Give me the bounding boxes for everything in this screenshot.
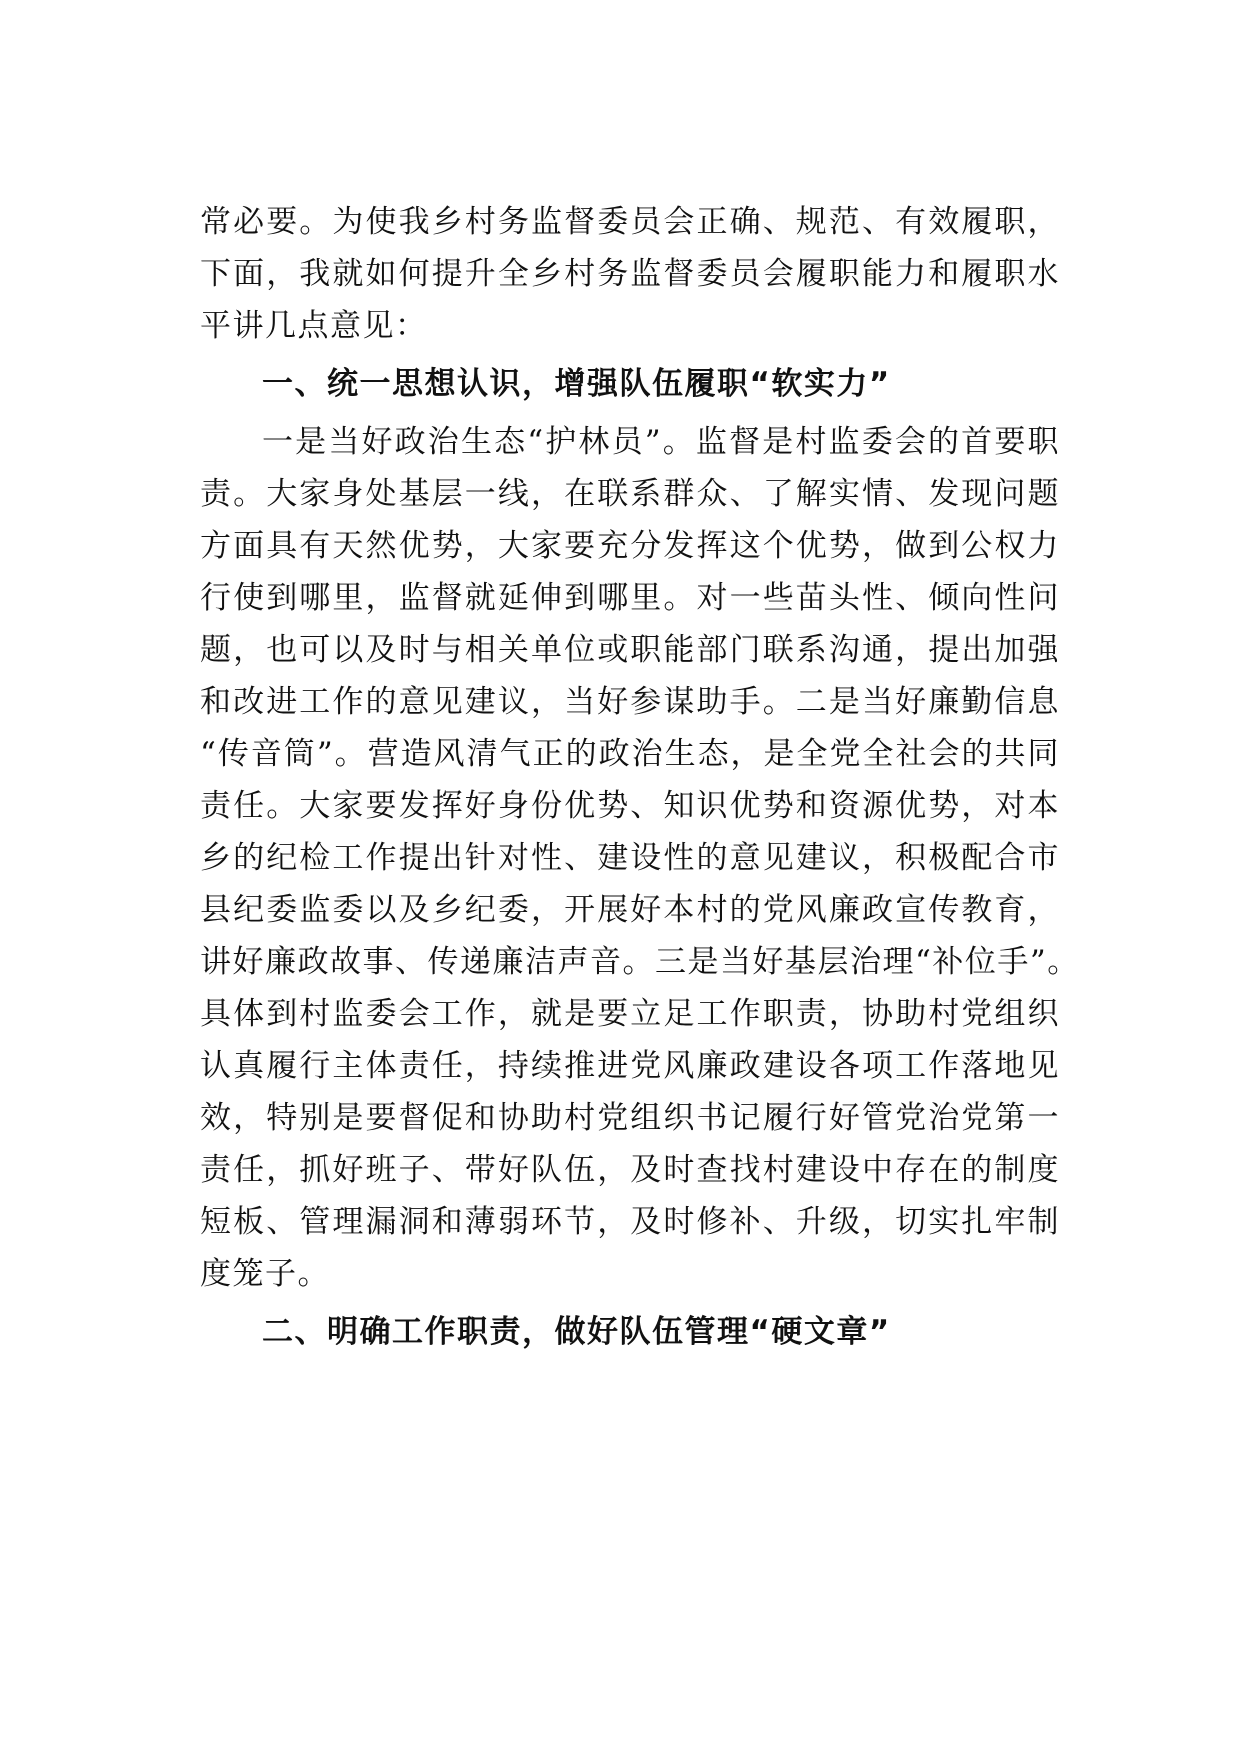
text-line: 讲好廉政故事、传递廉洁声音。三是当好基层治理“补位手”。	[200, 944, 1080, 980]
text-line: 短板、管理漏洞和薄弱环节，及时修补、升级，切实扎牢制	[200, 1204, 1060, 1240]
text-line: 责。大家身处基层一线，在联系群众、了解实情、发现问题	[200, 476, 1060, 512]
text-line: 责任。大家要发挥好身份优势、知识优势和资源优势，对本	[200, 788, 1060, 824]
body-paragraph	[200, 416, 1080, 1300]
text-line: 行使到哪里，监督就延伸到哪里。对一些苗头性、倾向性问	[200, 580, 1060, 616]
text-line: 和改进工作的意见建议，当好参谋助手。二是当好廉勤信息	[200, 684, 1060, 720]
text-line: 乡的纪检工作提出针对性、建设性的意见建议，积极配合市	[200, 840, 1060, 876]
text-line: 平讲几点意见：	[200, 308, 428, 344]
text-line: 认真履行主体责任，持续推进党风廉政建设各项工作落地见	[200, 1048, 1060, 1084]
text-line: 方面具有天然优势，大家要充分发挥这个优势，做到公权力	[200, 528, 1060, 564]
text-line: “传音筒”。营造风清气正的政治生态，是全党全社会的共同	[200, 736, 1060, 772]
section-heading-1: 一、统一思想认识，增强队伍履职“软实力”	[262, 366, 891, 402]
text-line: 效，特别是要督促和协助村党组织书记履行好管党治党第一	[200, 1100, 1060, 1136]
intro-paragraph	[200, 196, 1060, 352]
text-line: 具体到村监委会工作，就是要立足工作职责，协助村党组织	[200, 996, 1060, 1032]
text-line: 下面，我就如何提升全乡村务监督委员会履职能力和履职水	[200, 256, 1060, 292]
document-content	[200, 196, 1080, 1364]
text-line: 县纪委监委以及乡纪委，开展好本村的党风廉政宣传教育，	[200, 892, 1060, 928]
section-heading-2: 二、明确工作职责，做好队伍管理“硬文章”	[262, 1314, 891, 1350]
text-line: 一是当好政治生态“护林员”。监督是村监委会的首要职	[262, 424, 1060, 460]
text-line: 责任，抓好班子、带好队伍，及时查找村建设中存在的制度	[200, 1152, 1060, 1188]
text-line: 题，也可以及时与相关单位或职能部门联系沟通，提出加强	[200, 632, 1060, 668]
text-line: 度笼子。	[200, 1256, 330, 1292]
text-line: 常必要。为使我乡村务监督委员会正确、规范、有效履职，	[200, 204, 1060, 240]
